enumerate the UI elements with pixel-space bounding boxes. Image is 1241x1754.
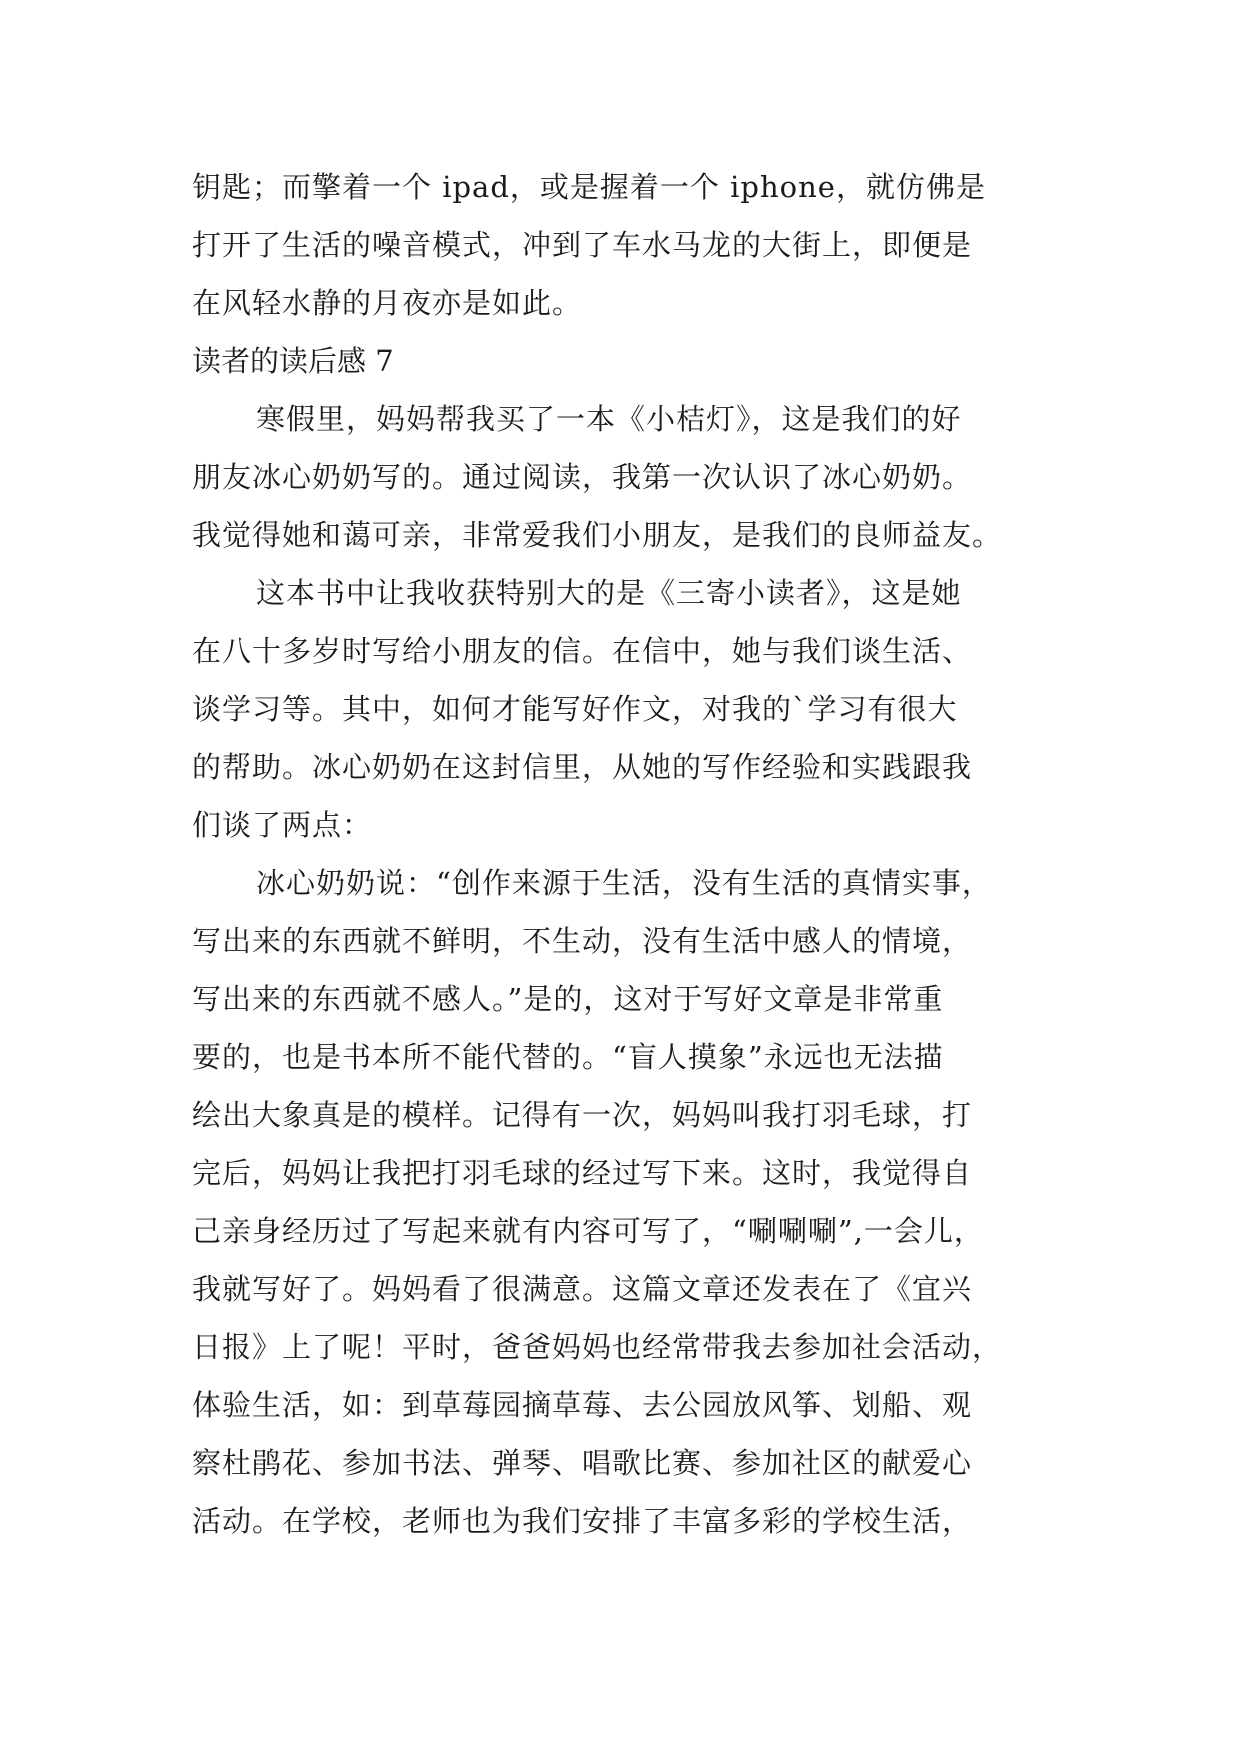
paragraph-line: 察杜鹃花、参加书法、弹琴、唱歌比赛、参加社区的献爱心 [192,1446,973,1480]
paragraph-line: 体验生活，如：到草莓园摘草莓、去公园放风筝、划船、观 [192,1388,973,1422]
paragraph-line: 写出来的东西就不感人。”是的，这对于写好文章是非常重 [192,982,944,1016]
paragraph-line: 寒假里，妈妈帮我买了一本《小桔灯》，这是我们的好 [256,402,962,436]
intro-line: 钥匙；而擎着一个 ipad，或是握着一个 iphone，就仿佛是 [192,170,986,204]
paragraph-line: 我就写好了。妈妈看了很满意。这篇文章还发表在了《宜兴 [192,1272,973,1306]
paragraph-line: 冰心奶奶说：“创作来源于生活，没有生活的真情实事， [256,866,992,900]
paragraph-line: 在八十多岁时写给小朋友的信。在信中，她与我们谈生活、 [192,634,973,668]
paragraph-line: 己亲身经历过了写起来就有内容可写了，“唰唰唰”,一会儿， [192,1214,984,1248]
paragraph-line: 们谈了两点： [192,808,373,842]
paragraph-line: 的帮助。冰心奶奶在这封信里，从她的写作经验和实践跟我 [192,750,973,784]
intro-line: 打开了生活的噪音模式，冲到了车水马龙的大街上，即便是 [192,228,973,262]
paragraph-line: 绘出大象真是的模样。记得有一次，妈妈叫我打羽毛球，打 [192,1098,973,1132]
paragraph-line: 我觉得她和蔼可亲，非常爱我们小朋友，是我们的良师益友。 [192,518,1003,552]
paragraph-line: 谈学习等。其中，如何才能写好作文，对我的`学习有很大 [192,692,958,726]
paragraph-line: 要的，也是书本所不能代替的。“盲人摸象”永远也无法描 [192,1040,944,1074]
document-body [192,158,1052,1550]
intro-line: 在风轻水静的月夜亦是如此。 [192,286,583,320]
section-title: 读者的读后感 7 [192,344,394,378]
paragraph-line: 完后，妈妈让我把打羽毛球的经过写下来。这时，我觉得自 [192,1156,973,1190]
paragraph-line: 这本书中让我收获特别大的是《三寄小读者》，这是她 [256,576,962,610]
paragraph-line: 写出来的东西就不鲜明，不生动，没有生活中感人的情境， [192,924,973,958]
paragraph-line: 朋友冰心奶奶写的。通过阅读，我第一次认识了冰心奶奶。 [192,460,973,494]
paragraph-line: 日报》上了呢！平时，爸爸妈妈也经常带我去参加社会活动， [192,1330,1003,1364]
paragraph-line: 活动。在学校，老师也为我们安排了丰富多彩的学校生活， [192,1504,973,1538]
